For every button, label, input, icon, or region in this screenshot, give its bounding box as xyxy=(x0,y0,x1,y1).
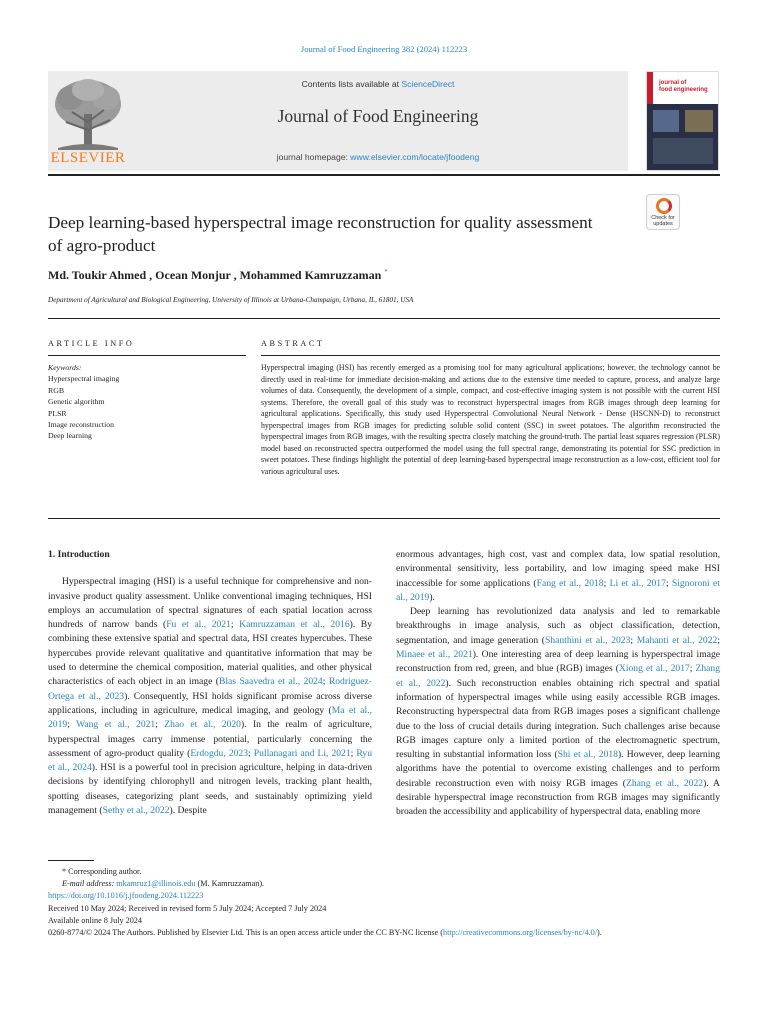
journal-homepage-link[interactable]: www.elsevier.com/locate/jfoodeng xyxy=(350,152,480,162)
body-column-left xyxy=(48,548,372,818)
email-suffix: (M. Kamruzzaman). xyxy=(195,879,265,889)
body-text: Hyperspectral imaging (HSI) is a useful technique for comprehensive and non-invasive product quality assessment. Unlike conventional imaging techniques, HSI employs an accumulation of spectral signatures of each spatial location across hundreds of narrow bands ( xyxy=(48,576,372,631)
body-column-right xyxy=(396,548,720,820)
citation-link[interactable]: Erdogdu, 2023 xyxy=(190,747,249,759)
body-text: ; xyxy=(630,634,637,646)
intro-paragraph-1 xyxy=(48,575,372,818)
citation-link[interactable]: Blas Saavedra et al., 2024 xyxy=(218,676,323,688)
article-info-heading: ARTICLE INFO xyxy=(48,339,135,348)
citation-link[interactable]: Li et al., 2017 xyxy=(609,577,666,589)
citation-link[interactable]: Ma et al., 2019 xyxy=(48,704,372,731)
homepage-prefix: journal homepage: xyxy=(276,152,351,162)
corresponding-author-mark[interactable]: * xyxy=(384,268,388,276)
citation-link[interactable]: Rodriguez-Ortega et al., 2023 xyxy=(48,676,372,702)
body-text: ). However, deep learning algorithms have the potential to overcome existing challenges and to perform desirable reconstruction even with noisy RGB images ( xyxy=(396,749,720,789)
body-text: ; xyxy=(665,577,672,589)
author-list xyxy=(48,268,608,283)
license-suffix: ). xyxy=(597,928,602,938)
cover-image-2 xyxy=(685,110,713,132)
citation-link[interactable]: Mahanti et al., 2022 xyxy=(636,634,718,646)
footnotes xyxy=(48,866,720,939)
affiliation: Department of Agricultural and Biological Engineering, University of Illinois at Urbana-Champaign, Urbana, IL, 61801, USA xyxy=(48,296,414,304)
citation-link[interactable]: Wang et al., 2021 xyxy=(76,719,156,731)
contents-prefix: Contents lists available at xyxy=(301,79,402,89)
cover-title-line-1: journal of xyxy=(659,80,687,86)
citation-link[interactable]: Sethy et al., 2022 xyxy=(102,805,170,817)
sciencedirect-link[interactable]: ScienceDirect xyxy=(401,79,455,89)
journal-homepage-line xyxy=(128,152,628,162)
check-for-updates-button[interactable] xyxy=(646,194,680,230)
check-updates-line-1: Check for xyxy=(651,215,675,221)
abstract-heading: ABSTRACT xyxy=(261,339,325,348)
corresponding-author-note: * Corresponding author. xyxy=(62,867,142,876)
author-3[interactable]: Mohammed Kamruzzaman xyxy=(239,268,382,282)
email-link[interactable]: mkamruz1@illinois.edu xyxy=(116,879,196,889)
citation-link[interactable]: Zhang et al., 2022 xyxy=(396,663,720,689)
citation-link[interactable]: Pullanagari and Li, 2021 xyxy=(253,747,351,759)
body-text: ; xyxy=(230,619,240,631)
received-dates: Received 10 May 2024; Received in revised form 5 July 2024; Accepted 7 July 2024 xyxy=(48,903,327,913)
citation-link[interactable]: Ryu et al., 2024 xyxy=(48,747,372,774)
body-text: ). In the realm of agriculture, hyperspectral images carry immense potential, particularly concerning the assessment of agro-product quality ( xyxy=(48,719,373,759)
citation-link[interactable]: Shi et al., 2018 xyxy=(557,749,618,761)
body-text: ; xyxy=(322,676,329,688)
cover-title-line-2: food engineering xyxy=(659,87,708,93)
available-online: Available online 8 July 2024 xyxy=(48,915,142,925)
body-text: ; xyxy=(603,577,610,589)
keyword-item: Image reconstruction xyxy=(48,420,115,430)
keywords-label: Keywords: xyxy=(48,363,82,372)
article-info-divider xyxy=(48,355,246,356)
citation-link[interactable]: Kamruzzaman et al., 2016 xyxy=(239,619,350,631)
body-text: ). xyxy=(429,591,435,603)
keywords-list xyxy=(48,362,246,442)
body-text: ; xyxy=(248,747,254,759)
check-updates-line-2: updates xyxy=(653,221,673,227)
license-link[interactable]: http://creativecommons.org/licenses/by-nc/4.0/ xyxy=(442,928,597,938)
citation-link[interactable]: Shanthini et al., 2023 xyxy=(544,634,631,646)
citation-link[interactable]: Minaee et al., 2021 xyxy=(396,649,473,661)
license-note xyxy=(48,927,720,939)
body-text: enormous advantages, high cost, vast and complex data, low spatial resolution, environmental sensitivity, less portability, and low imaging speed make HSI inaccessible for some applications ( xyxy=(396,549,720,589)
keyword-item: PLSR xyxy=(48,408,67,418)
body-text: Deep learning has revolutionized data analysis and led to remarkable breakthroughs in image analysis, such as object classification, detection, segmentation, and image generation ( xyxy=(396,606,720,646)
author-1[interactable]: Md. Toukir Ahmed xyxy=(48,268,147,282)
body-text: ; xyxy=(155,719,165,731)
body-text: ). By combining these extensive spatial and spectral data, HSI creates hypercubes. These hypercubes provide relevant qualitative and quantitative information that may be used to determine the chemical composition, material qualities, and other physical characteristics of each object in an image ( xyxy=(48,619,372,688)
cover-title xyxy=(659,80,708,94)
check-updates-label xyxy=(647,215,679,227)
contents-available-line xyxy=(128,79,628,89)
author-2[interactable]: Ocean Monjur xyxy=(155,268,231,282)
email-label: E-mail address: xyxy=(62,879,117,889)
body-text: ). Such reconstruction enables obtaining rich spectral and spatial information of hyperspectral images while using easily accessible RGB images. Reconstructing hyperspectral data from RGB images poses a significant challenge due to the loss of crucial details during integration. Such challenges arise because RGB images capture only a limited portion of the electromagnetic spectrum, resulting in substantial information loss ( xyxy=(396,677,720,761)
cover-image-3 xyxy=(653,138,713,164)
citation-link[interactable]: Zhang et al., 2022 xyxy=(625,777,704,789)
keyword-item: Deep learning xyxy=(48,431,92,441)
body-text: ; xyxy=(350,747,357,759)
body-text: ; xyxy=(67,719,77,731)
footnote-divider xyxy=(48,860,94,861)
author-separator: , xyxy=(146,268,156,282)
header-divider xyxy=(48,174,720,176)
body-text: ; xyxy=(717,634,720,646)
abstract-divider xyxy=(261,355,720,356)
body-text: ; xyxy=(689,663,696,675)
citation-link[interactable]: Fang et al., 2018 xyxy=(536,577,604,589)
cover-stripe xyxy=(647,72,653,104)
intro-paragraph-2 xyxy=(396,605,720,819)
author-separator: , xyxy=(230,268,240,282)
section-heading-introduction: 1. Introduction xyxy=(48,549,110,560)
journal-cover-thumbnail[interactable] xyxy=(646,71,719,171)
body-text: ). One interesting area of deep learning is hyperspectral image reconstruction from red, green, and blue (RGB) images ( xyxy=(396,649,721,675)
body-text: ). HSI is a powerful tool in precision agriculture, helping in data-driven decisions by identifying chlorophyll and nitrogen levels, tracking plant health, spotting diseases, categorizing plant seeds, and sustainably optimizing yield management ( xyxy=(48,762,372,817)
abstract-end-divider xyxy=(48,518,720,519)
affiliation-divider xyxy=(48,318,720,319)
cover-title-area xyxy=(647,72,719,104)
journal-name: Journal of Food Engineering xyxy=(277,106,479,126)
license-prefix: 0260-8774/© 2024 The Authors. Published by Elsevier Ltd. This is an open access article under the CC BY-NC license ( xyxy=(48,928,443,938)
citation-link[interactable]: Xiong et al., 2017 xyxy=(618,663,690,675)
cover-image-1 xyxy=(653,110,679,132)
email-note xyxy=(48,878,720,890)
body-text: ). A desirable hyperspectral image reconstruction from RGB images may significantly broaden the accessibility and applicability of hyperspectral data, enabling more xyxy=(396,777,720,818)
doi-link[interactable]: https://doi.org/10.1016/j.jfoodeng.2024.112223 xyxy=(48,891,204,901)
keyword-item: Hyperspectral imaging xyxy=(48,374,120,384)
body-text: ). Consequently, HSI holds significant promise across diverse applications, including in agriculture, medical imaging, and geology ( xyxy=(48,690,372,716)
citation-link[interactable]: Signoroni et al., 2019 xyxy=(396,577,720,603)
keyword-item: RGB xyxy=(48,385,65,395)
elsevier-wordmark: ELSEVIER xyxy=(50,150,126,166)
article-title: Deep learning-based hyperspectral image reconstruction for quality assessment of agro-product xyxy=(48,213,593,255)
citation-link[interactable]: Zhao et al., 2020 xyxy=(164,719,241,731)
body-text: ). Despite xyxy=(169,805,207,817)
journal-reference-link[interactable]: Journal of Food Engineering 382 (2024) 112223 xyxy=(300,44,468,54)
intro-paragraph-1-continued xyxy=(396,548,720,605)
keyword-item: Genetic algorithm xyxy=(48,397,105,407)
check-updates-icon xyxy=(656,198,672,214)
citation-link[interactable]: Fu et al., 2021 xyxy=(166,619,231,631)
abstract-text: Hyperspectral imaging (HSI) has recently emerged as a promising tool for many agricultural applications; however, the technology cannot be directly used in real-time for immediate decision-making and actions due to the extensive time needed to capture, process, and analyze large volumes of data. Consequently, the development of a simple, compact, and cost-effective imaging system is not possible with the current HSI systems. Therefore, the overall goal of this study was to reconstruct hyperspectral images from RGB images through deep learning for agricultural applications. Specifically, this study used Hyperspectral Convolutional Neural Network - Dense (HSCNN-D) to reconstruct hyperspectral images from RGB images for predicting soluble solid content (SSC) in sweet potatoes. The algorithm reconstructed the hyperspectral images from RGB images, with the resulting spectra closely matching the ground-truth. The partial least squares regression (PLSR) model based on reconstructed spectra outperformed the model using the full spectral range, demonstrating its potential for SSC prediction in sweet potatoes. These findings highlight the potential of deep learning-based hyperspectral image reconstruction as a low-cost, efficient tool for various agricultural uses. xyxy=(261,363,720,476)
